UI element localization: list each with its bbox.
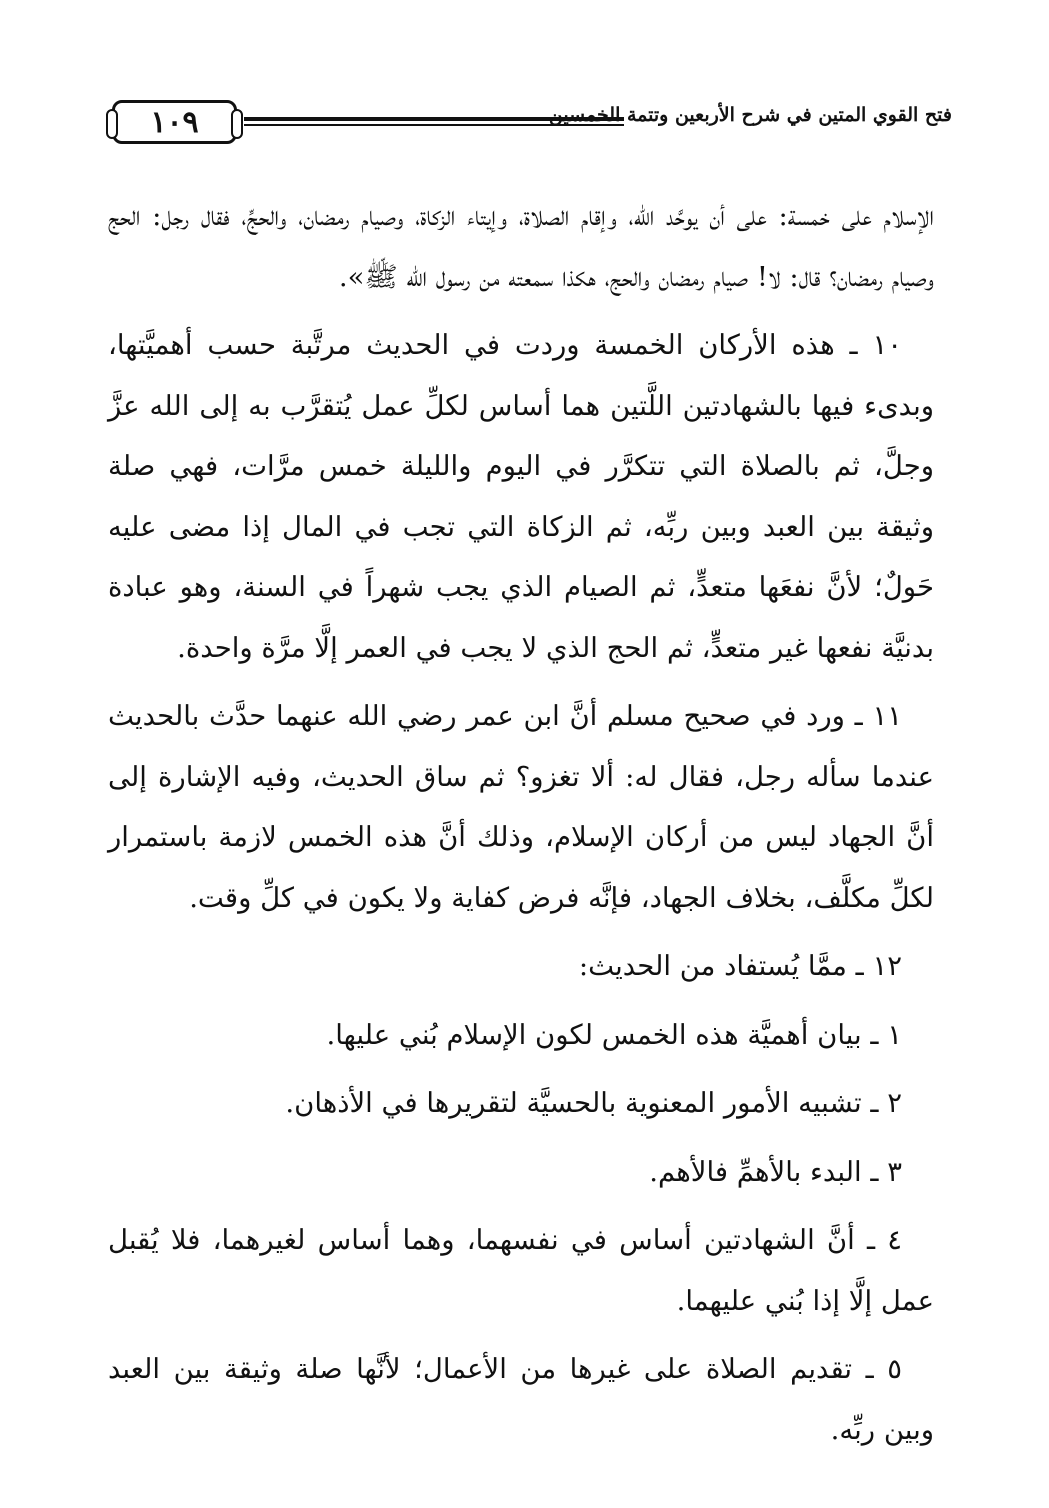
paragraph-10: ١٠ ـ هذه الأركان الخمسة وردت في الحديث مرتَّبة حسب أهميَّتها، وبدىء فيها بالشهادتين اللَّتين هما أساس لكلِّ عمل يُتقرَّب به إلى الله عزَّ وجلَّ، ثم بالصلاة التي تتكرَّر في اليوم والليلة خمس مرَّات، فهي صلة وثيقة بين العبد وبين ربِّه، ثم الزكاة التي تجب في المال إذا مضى عليه حَولٌ؛ لأنَّ نفعَها متعدٍّ، ثم الصيام الذي يجب شهراً في السنة، وهو عبادة بدنيَّة نفعها غير متعدٍّ، ثم الحج الذي لا يجب في العمر إلَّا مرَّة واحدة. bbox=[108, 329, 934, 664]
paragraph-12-heading: ١٢ ـ ممَّا يُستفاد من الحديث: bbox=[578, 950, 902, 982]
paragraph-continuation: الإسلام على خمسة: على أن يوحَّد الله، وإقام الصلاة، وإيتاء الزكاة، وصيام رمضان، والحجِّ، فقال رجل: الحج وصيام رمضان؟ قال: لا! صيام رمضان والحج، هكذا سمعته من رسول الله ﷺ». bbox=[108, 200, 934, 293]
benefit-item-4: ٤ ـ أنَّ الشهادتين أساس في نفسهما، وهما أساس لغيرهما، فلا يُقبل عمل إلَّا إذا بُني عليهما. bbox=[108, 1224, 934, 1317]
paragraph-11: ١١ ـ ورد في صحيح مسلم أنَّ ابن عمر رضي الله عنهما حدَّث بالحديث عندما سأله رجل، فقال له: ألا تغزو؟ ثم ساق الحديث، وفيه الإشارة إلى أنَّ الجهاد ليس من أركان الإسلام، وذلك أنَّ هذه الخمس لازمة باستمرار لكلِّ مكلَّف، بخلاف الجهاد، فإنَّه فرض كفاية ولا يكون في كلِّ وقت. bbox=[108, 700, 934, 914]
running-title: فتح القوي المتين في شرح الأربعين وتتمة الخمسين bbox=[548, 104, 952, 126]
body-text bbox=[108, 186, 934, 1468]
benefit-item-2: ٢ ـ تشبيه الأمور المعنوية بالحسيَّة لتقريرها في الأذهان. bbox=[285, 1087, 902, 1119]
benefit-item-1: ١ ـ بيان أهميَّة هذه الخمس لكون الإسلام بُني عليها. bbox=[326, 1018, 902, 1051]
benefit-item-5: ٥ ـ تقديم الصلاة على غيرها من الأعمال؛ لأنَّها صلة وثيقة بين العبد وبين ربِّه. bbox=[108, 1353, 934, 1446]
page-number: ١٠٩ bbox=[112, 100, 237, 144]
benefit-item-3: ٣ ـ البدء بالأهمِّ فالأهم. bbox=[649, 1155, 902, 1188]
page-header bbox=[112, 100, 952, 152]
